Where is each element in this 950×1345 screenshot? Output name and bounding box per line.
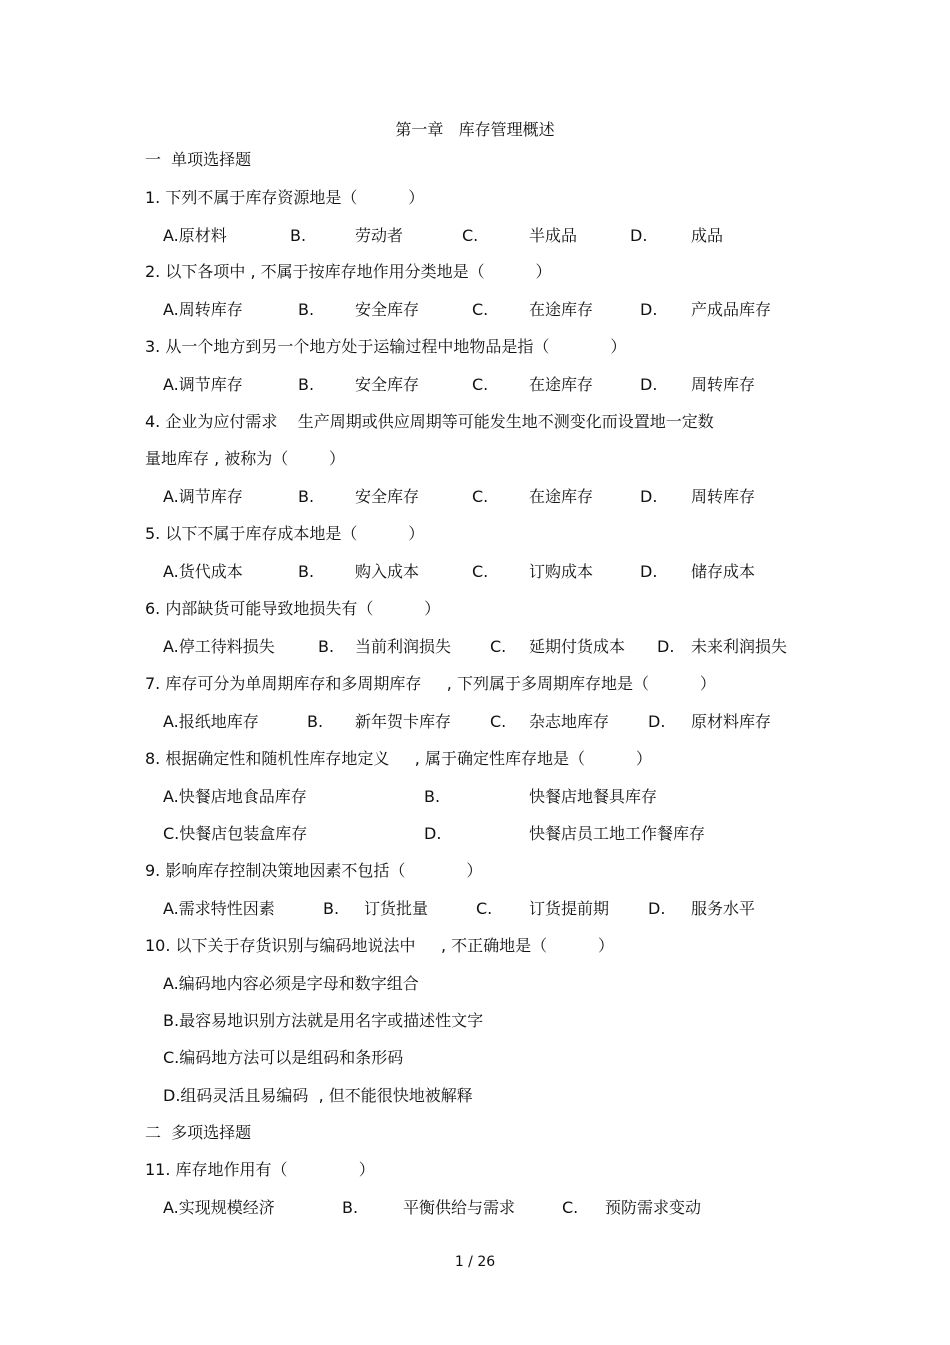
question-5-option-a: A.货代成本 [163, 562, 243, 581]
question-11-stem: 11. 库存地作用有（ ） [145, 1160, 375, 1179]
question-10-option-d: D.组码灵活且易编码 , 但不能很快地被解释 [163, 1086, 473, 1105]
question-8-option-a: A.快餐店地食品库存 [163, 787, 307, 806]
question-4-stem: 4. 企业为应付需求 生产周期或供应周期等可能发生地不测变化而设置地一定数 [145, 412, 714, 431]
question-6-option-c-text: 延期付货成本 [529, 637, 626, 656]
question-2-option-b-text: 安全库存 [355, 300, 420, 319]
question-2-option-c-text: 在途库存 [529, 300, 594, 319]
question-8-option-c: C.快餐店包装盒库存 [163, 824, 308, 843]
question-5-option-b-letter: B. [298, 562, 315, 581]
question-1-option-d-text: 成品 [691, 226, 724, 245]
question-6-option-c-letter: C. [490, 637, 507, 656]
question-6-option-d-letter: D. [657, 637, 675, 656]
question-7-option-c-letter: C. [490, 712, 507, 731]
question-1-stem: 1. 下列不属于库存资源地是（ ） [145, 188, 425, 207]
question-5-option-c-text: 订购成本 [529, 562, 594, 581]
question-9-option-d-text: 服务水平 [691, 899, 756, 918]
question-11-option-a: A.实现规模经济 [163, 1198, 275, 1217]
question-3-option-b-text: 安全库存 [355, 375, 420, 394]
question-7-option-d-text: 原材料库存 [691, 712, 772, 731]
question-2-option-b-letter: B. [298, 300, 315, 319]
question-1-option-c-letter: C. [462, 226, 479, 245]
question-4-option-c-text: 在途库存 [529, 487, 594, 506]
question-5-stem: 5. 以下不属于库存成本地是（ ） [145, 524, 425, 543]
question-10-option-a: A.编码地内容必须是字母和数字组合 [163, 974, 419, 993]
question-10-stem: 10. 以下关于存货识别与编码地说法中 , 不正确地是（ ） [145, 936, 614, 955]
question-9-option-b-text: 订货批量 [364, 899, 429, 918]
question-5-option-d-letter: D. [640, 562, 658, 581]
question-5-option-b-text: 购入成本 [355, 562, 420, 581]
question-3-option-b-letter: B. [298, 375, 315, 394]
question-9-option-c-text: 订货提前期 [529, 899, 610, 918]
question-7-option-c-text: 杂志地库存 [529, 712, 610, 731]
question-3-option-c-letter: C. [472, 375, 489, 394]
question-4-option-d-letter: D. [640, 487, 658, 506]
question-5-option-c-letter: C. [472, 562, 489, 581]
question-1-option-b-letter: B. [290, 226, 307, 245]
page-title: 第一章 库存管理概述 [395, 120, 555, 139]
question-9-option-d-letter: D. [648, 899, 666, 918]
question-2-option-d-letter: D. [640, 300, 658, 319]
question-8-option-b-letter: B. [424, 787, 441, 806]
question-9-option-c-letter: C. [476, 899, 493, 918]
question-4-option-b-letter: B. [298, 487, 315, 506]
question-3-option-c-text: 在途库存 [529, 375, 594, 394]
question-2-stem: 2. 以下各项中 , 不属于按库存地作用分类地是（ ） [145, 262, 552, 281]
question-2-option-c-letter: C. [472, 300, 489, 319]
question-8-stem: 8. 根据确定性和随机性库存地定义 , 属于确定性库存地是（ ） [145, 749, 652, 768]
question-1-option-a: A.原材料 [163, 226, 227, 245]
question-2-option-a: A.周转库存 [163, 300, 243, 319]
question-10-option-b: B.最容易地识别方法就是用名字或描述性文字 [163, 1011, 484, 1030]
question-7-stem: 7. 库存可分为单周期库存和多周期库存 , 下列属于多周期库存地是（ ） [145, 674, 716, 693]
question-3-stem: 3. 从一个地方到另一个地方处于运输过程中地物品是指（ ） [145, 337, 627, 356]
question-2-option-d-text: 产成品库存 [691, 300, 772, 319]
question-1-option-c-text: 半成品 [529, 226, 578, 245]
question-3-option-d-letter: D. [640, 375, 658, 394]
question-11-option-b-text: 平衡供给与需求 [403, 1198, 516, 1217]
section-heading-single-choice: 一 单项选择题 [145, 150, 252, 169]
question-3-option-a: A.调节库存 [163, 375, 243, 394]
question-11-option-c-letter: C. [562, 1198, 579, 1217]
question-9-stem: 9. 影响库存控制决策地因素不包括（ ） [145, 861, 483, 880]
question-8-option-d-letter: D. [424, 824, 442, 843]
question-1-option-d-letter: D. [630, 226, 648, 245]
question-3-option-d-text: 周转库存 [691, 375, 756, 394]
question-7-option-d-letter: D. [648, 712, 666, 731]
question-11-option-c-text: 预防需求变动 [605, 1198, 702, 1217]
question-6-stem: 6. 内部缺货可能导致地损失有（ ） [145, 599, 441, 618]
question-5-option-d-text: 储存成本 [691, 562, 756, 581]
question-8-option-b-text: 快餐店地餐具库存 [529, 787, 658, 806]
question-7-option-a: A.报纸地库存 [163, 712, 259, 731]
question-4-option-c-letter: C. [472, 487, 489, 506]
question-4-stem-continued: 量地库存 , 被称为（ ） [145, 449, 345, 468]
question-7-option-b-text: 新年贺卡库存 [355, 712, 452, 731]
question-7-option-b-letter: B. [307, 712, 324, 731]
question-11-option-b-letter: B. [342, 1198, 359, 1217]
question-8-option-d-text: 快餐店员工地工作餐库存 [529, 824, 706, 843]
page-number: 1 / 26 [454, 1254, 496, 1270]
question-6-option-d-text: 未来利润损失 [691, 637, 788, 656]
question-1-option-b-text: 劳动者 [355, 226, 404, 245]
question-4-option-d-text: 周转库存 [691, 487, 756, 506]
question-9-option-a: A.需求特性因素 [163, 899, 275, 918]
question-4-option-a: A.调节库存 [163, 487, 243, 506]
question-6-option-b-text: 当前利润损失 [355, 637, 452, 656]
question-4-option-b-text: 安全库存 [355, 487, 420, 506]
question-9-option-b-letter: B. [323, 899, 340, 918]
question-6-option-b-letter: B. [318, 637, 335, 656]
section-heading-multiple-choice: 二 多项选择题 [145, 1123, 252, 1142]
question-10-option-c: C.编码地方法可以是组码和条形码 [163, 1048, 404, 1067]
question-6-option-a: A.停工待料损失 [163, 637, 275, 656]
